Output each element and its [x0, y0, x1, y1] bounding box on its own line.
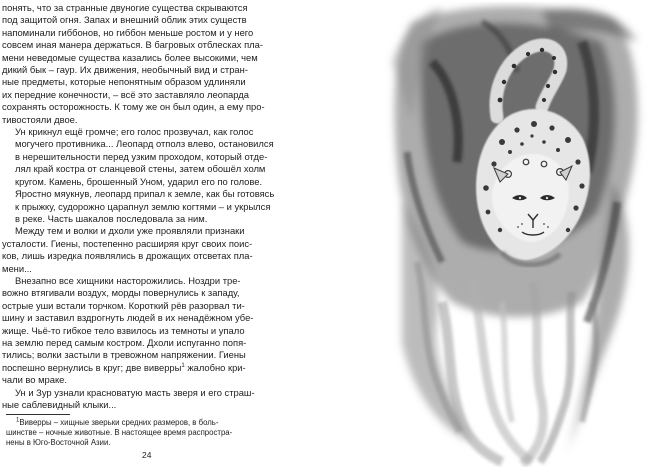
text-line: в реке. Часть шакалов последовала за ним. — [15, 212, 208, 224]
text-line: лял край костра от сланцевой стены, затем обошёл холм — [15, 163, 266, 175]
text-line: кругом. Камень, брошенный Уном, ударил его по голове. — [15, 175, 263, 187]
page-number: 24 — [142, 450, 152, 460]
footnote-term: Виверры — [19, 418, 52, 427]
illustration-canvas — [382, 2, 648, 467]
text-line: на землю перед самым костром. Дхоли испуганно попя- — [2, 336, 247, 348]
text-line: тивостояли двое. — [2, 113, 78, 125]
left-page — [0, 0, 318, 467]
text-line: могучего противника... Леопард отполз влево, остановился — [15, 138, 274, 150]
paragraph-2 — [2, 126, 302, 225]
text-line: вожно втягивали воздух, морды повернулись к западу, — [2, 287, 240, 299]
text-line: шину и заставил вздрогнуть людей в их ненадёжном убе- — [2, 312, 254, 324]
text-line: Внезапно все хищники насторожились. Ноздри тре- — [15, 274, 241, 286]
text-line: жище. Чьё-то гибкое тело взвилось из темноты и упало — [2, 324, 245, 336]
text-line: чали во мраке. — [2, 374, 68, 386]
body-text — [2, 2, 302, 411]
footnote-mark: 1 — [16, 417, 20, 424]
text-line: тились; волки застыли в тревожном напряжении. Гиены — [2, 349, 246, 361]
text-line: Ун крикнул ещё громче; его голос прозвучал, как голос — [15, 126, 254, 138]
text-line: Яростно мяукнув, леопард припал к земле, как бы готовясь — [15, 188, 275, 200]
text-line: острые уши встали торчком. Короткий рёв разорвал ти- — [2, 299, 245, 311]
footnote-divider — [6, 414, 70, 415]
text-line: дикий бык – гаур. Их движения, необычный вид и стран- — [2, 64, 248, 76]
text-line: к прыжку, судорожно царапнул землю когтями – и укрылся — [15, 200, 271, 212]
text-line: нены в Юго-Восточной Азии. — [6, 438, 111, 448]
text-line — [2, 362, 302, 374]
text-segment: поспешно вернулись в круг; две виверры — [2, 361, 182, 373]
text-line: понять, что за странные двуногие существа скрываются — [2, 2, 248, 13]
text-line: ные предметы, которые непонятным образом удлиняли — [2, 76, 246, 88]
text-line: в нерешительности перед узким проходом, который отде- — [15, 150, 268, 162]
text-line: шинстве – ночные животные. В настоящее время распростра- — [6, 428, 233, 438]
footnote — [6, 418, 302, 449]
text-line: мени неведомые существа казались более высокими, чем — [2, 51, 258, 63]
text-line: напоминали гиббонов, но гиббон меньше ростом и у него — [2, 26, 254, 38]
footnote-reference[interactable]: 1 — [181, 362, 185, 369]
text-line: ные саблевидный клыки... — [2, 399, 117, 410]
text-line: Ун и Зур узнали красноватую масть зверя и его страш- — [15, 386, 255, 398]
text-line: под защитой огня. Запах и внешний облик этих существ — [2, 14, 247, 26]
text-line: сохранять осторожность. К тому же он был один, а ему про- — [2, 101, 265, 113]
text-line: Между тем и волки и дхоли уже проявляли признаки — [15, 225, 245, 237]
text-line — [6, 418, 302, 428]
paragraph-5 — [2, 387, 302, 412]
text-segment: – хищные зверьки средних размеров, в боль- — [51, 418, 219, 427]
paragraph-4 — [2, 275, 302, 387]
text-line: совсем иная манера держаться. В багровых отблесках пла- — [2, 39, 263, 51]
text-line: их передние конечности, – всё это заставляло леопарда — [2, 88, 249, 100]
text-line: мени... — [2, 262, 32, 274]
text-line: усталости. Гиены, постепенно расширяя круг своих поис- — [2, 237, 253, 249]
text-segment: жалобно кри- — [184, 361, 246, 373]
paragraph-1 — [2, 2, 302, 126]
footnote-text — [6, 418, 302, 449]
leopard-watercolor-illustration — [382, 2, 648, 467]
text-line: ков, лишь изредка появлялись в дрожащих отсветах пла- — [2, 250, 253, 262]
paragraph-3 — [2, 225, 302, 275]
